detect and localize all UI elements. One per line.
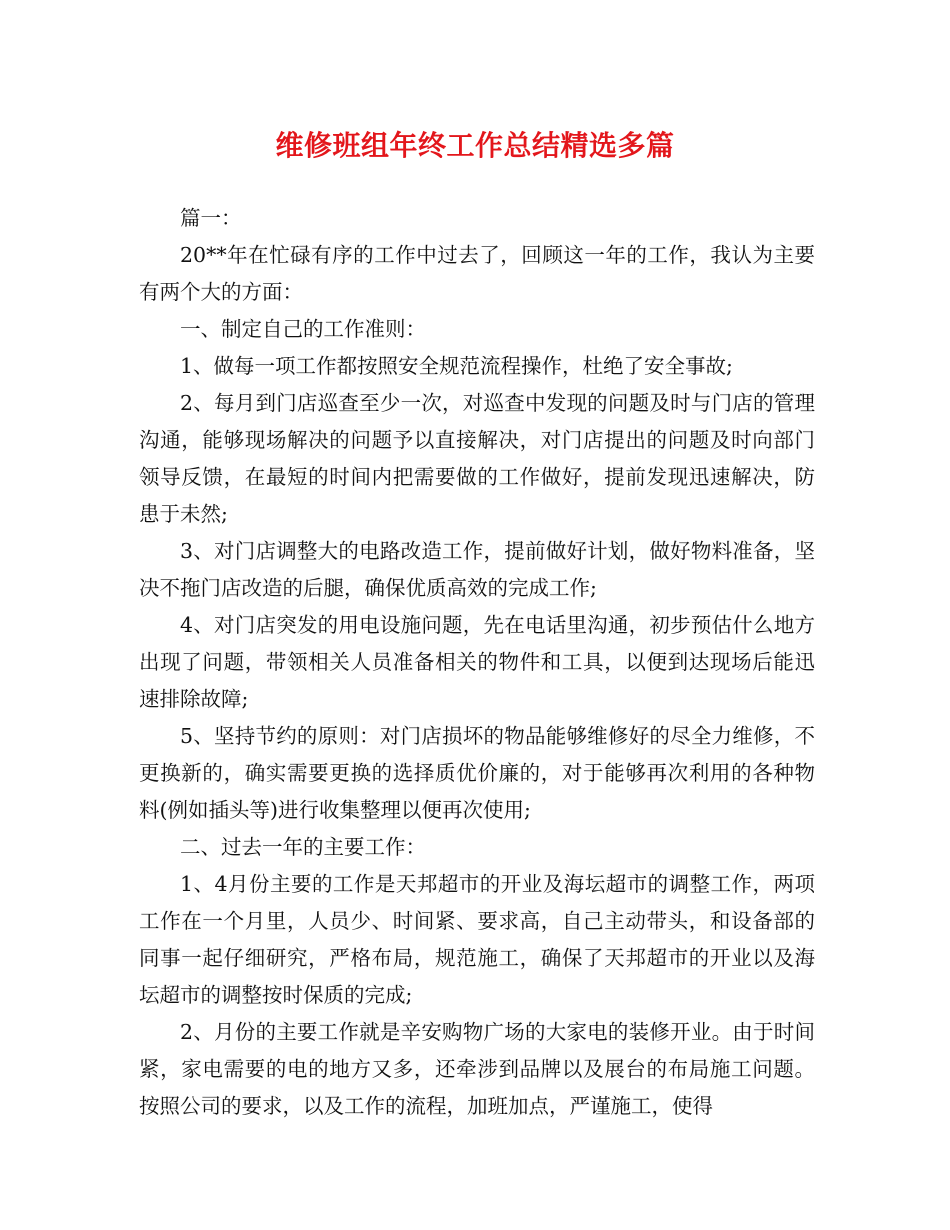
paragraph: 4、对门店突发的用电设施问题，先在电话里沟通，初步预估什么地方出现了问题，带领相关人员准备相关的物件和工具，以便到达现场后能迅速排除故障; xyxy=(139,613,815,711)
document-title: 维修班组年终工作总结精选多篇 xyxy=(275,129,675,162)
paragraph: 2、每月到门店巡查至少一次，对巡查中发现的问题及时与门店的管理沟通，能够现场解决的问题予以直接解决，对门店提出的问题及时向部门领导反馈，在最短的时间内把需要做的工作做好，提前发现迅速解决，防患于未然; xyxy=(139,391,815,526)
paragraph: 2、月份的主要工作就是辛安购物广场的大家电的装修开业。由于时间紧，家电需要的电的地方又多，还牵涉到品牌以及展台的布局施工问题。按照公司的要求，以及工作的流程，加班加点，严谨施工，使得 xyxy=(139,1020,815,1118)
paragraph: 1、做每一项工作都按照安全规范流程操作，杜绝了安全事故; xyxy=(180,354,733,378)
paragraph: 1、4月份主要的工作是天邦超市的开业及海坛超市的调整工作，两项工作在一个月里，人员少、时间紧、要求高，自己主动带头，和设备部的同事一起仔细研究，严格布局，规范施工，确保了天邦超市的开业以及海坛超市的调整按时保质的完成; xyxy=(139,872,815,1007)
paragraph: 二、过去一年的主要工作： xyxy=(180,835,426,859)
paragraph: 一、制定自己的工作准则： xyxy=(180,317,426,341)
paragraph: 篇一： xyxy=(180,206,242,230)
paragraph: 20**年在忙碌有序的工作中过去了，回顾这一年的工作，我认为主要有两个大的方面： xyxy=(139,243,815,304)
document-body xyxy=(139,200,815,1125)
paragraph: 3、对门店调整大的电路改造工作，提前做好计划，做好物料准备，坚决不拖门店改造的后腿，确保优质高效的完成工作; xyxy=(139,539,815,600)
paragraph: 5、坚持节约的原则：对门店损坏的物品能够维修好的尽全力维修，不更换新的，确实需要更换的选择质优价廉的，对于能够再次利用的各种物料(例如插头等)进行收集整理以便再次使用; xyxy=(139,724,815,822)
